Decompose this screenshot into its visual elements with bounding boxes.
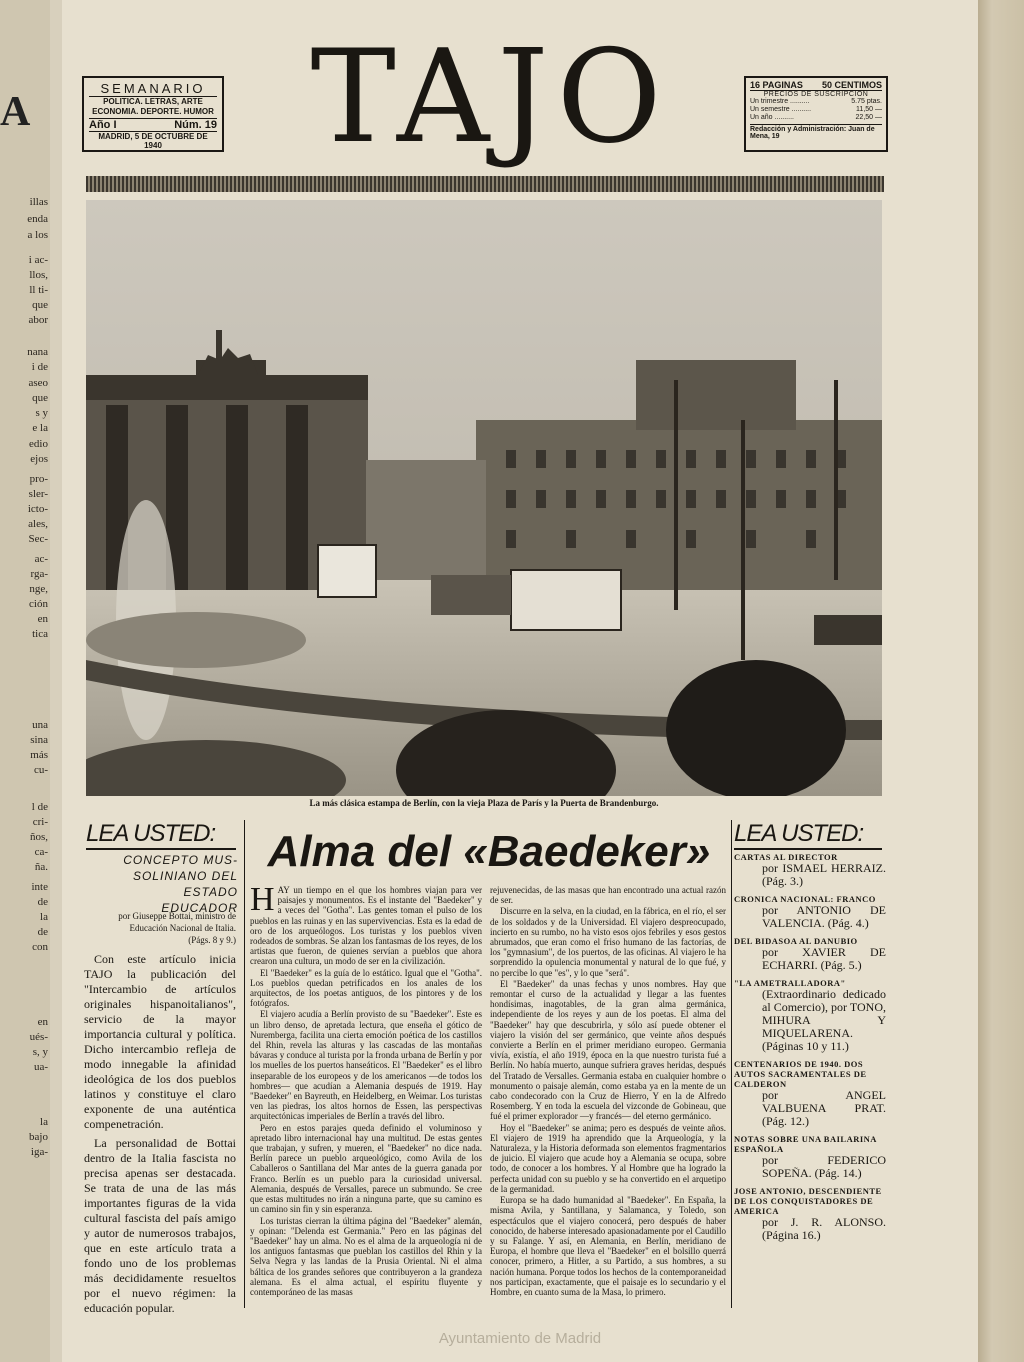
- prev-page-text-fragment: nge,: [29, 583, 48, 595]
- newspaper-title: TAJO: [310, 23, 670, 172]
- lea-usted-heading-left: LEA USTED:: [86, 820, 216, 847]
- heading-underline-right: [734, 848, 882, 850]
- column-rule: [731, 820, 732, 1308]
- contents-byline: por J. R. ALONSO. (Página 16.): [762, 1215, 886, 1242]
- prev-page-text-fragment: e la: [32, 422, 48, 434]
- article-column-1: [250, 881, 482, 1298]
- subscription-price: 5.75 ptas.: [851, 98, 882, 105]
- lea-usted-heading-right: LEA USTED:: [734, 820, 864, 847]
- contents-section: JOSE ANTONIO, DESCENDIENTE DE LOS CONQUISTADORES DE AMERICA: [734, 1186, 882, 1216]
- decorative-stripe: [86, 176, 884, 192]
- price-header: [750, 80, 882, 91]
- prev-page-text-fragment: i ac-: [28, 254, 48, 266]
- archive-watermark: Ayuntamiento de Madrid: [438, 1330, 602, 1347]
- article-paragraph: Pero en estos parajes queda definido el voluminoso y apretado libro internacional hay una multitud. De estas gentes que trabajan, y sufren, y mueren, el "Baedeker" no dice nada. Berlín parece un pueblo arqueológico, como Avila de los Caballeros o Santillana del Mar antes de la guerra ganada por Franco. Berlín es un pueblo para la curiosidad universal. Alemania, después de Versalles, parece un submundo. Se cree que estas multitudes no irán a ninguna parte, que su camino es un camino sin fin y sin esperanza.: [250, 1122, 482, 1215]
- contents-byline: (Extraordinario dedicado al Comercio), por TONO, MIHURA Y MIQUELARENA. (Páginas 10 y 11.): [762, 987, 886, 1053]
- prev-page-text-fragment: tica: [32, 628, 48, 640]
- prev-page-text-fragment: illas: [29, 196, 48, 208]
- prev-page-text-fragment: ños,: [29, 831, 48, 843]
- prev-page-text-fragment: s y: [35, 407, 48, 419]
- left-paragraph: La personalidad de Bottai dentro de la Italia fascista no precisa apenas ser destacada. Se trata de una de las más importantes figuras de la vida cultural fascista del país amigo y autor de numerosos trabajos, que en este artículo trata a fondo uno de los problemas más decididamente resueltos por el nuevo régimen: la educación popular.: [84, 1136, 236, 1315]
- prev-page-text-fragment: cu-: [33, 764, 48, 776]
- subscription-row: [750, 106, 882, 114]
- issue-date: MADRID, 5 DE OCTUBRE DE 1940: [89, 131, 217, 150]
- prev-page-text-fragment: una: [32, 719, 48, 731]
- contents-item: [734, 936, 886, 972]
- contents-byline: por ANGEL VALBUENA PRAT. (Pág. 12.): [762, 1088, 886, 1128]
- topics-line-2: ECONOMIA. DEPORTE. HUMOR: [92, 107, 214, 116]
- cover-price: 50 CENTIMOS: [821, 80, 882, 90]
- prev-page-text-fragment: i de: [31, 361, 48, 373]
- subscription-row: [750, 98, 882, 106]
- prev-page-text-fragment: cri-: [32, 816, 48, 828]
- prev-page-text-fragment: que: [32, 392, 48, 404]
- prev-page-text-fragment: a los: [27, 229, 48, 241]
- prev-page-text-fragment: sler-: [28, 488, 48, 500]
- prev-page-text-fragment: en: [37, 1016, 48, 1028]
- article-paragraph: Hoy el "Baedeker" se anima; pero es después de veinte años. El viajero de 1919 ha aprendido que la Arqueología, y la Naturaleza, y la Historia deformada son elementos fragmentarios de juicio. El viajero que acude hoy a Alemania se ocupa, sobre todo, de conocer a los hombres. Y al Hombre que ha logrado la perfecta unidad con su pueblo y se ha convertido en el arquetipo de la germanidad.: [490, 1122, 726, 1194]
- prev-page-text-fragment: nana: [27, 346, 48, 358]
- masthead-info-box: [82, 76, 224, 152]
- subscription-title: PRECIOS DE SUSCRIPCION: [763, 91, 869, 98]
- article-paragraph: Discurre en la selva, en la ciudad, en la fábrica, en el río, el ser de los soldados y de la Universidad. El viajero despreocupado, incierto en su rumbo, no ha visto esos ojos febriles y esos gestos abrumados, que eran como el friso humano de las factorías, de los "gymnasium", de los puertos, de las oficinas. Al viajero le ha sorprendido la opulencia monumental y natural de lo que fué, y no percibe lo que "es", y lo que "será".: [490, 906, 726, 978]
- issue-year: Año I: [89, 119, 117, 131]
- article-paragraph: rejuvenecidas, de las masas que han encontrado una actual razón de ser.: [490, 885, 726, 906]
- prev-page-text-fragment: llos,: [29, 269, 48, 281]
- issue-number: Núm. 19: [174, 119, 217, 131]
- prev-page-text-fragment: inte: [31, 881, 48, 893]
- price-box: [744, 76, 888, 152]
- contents-byline: por ISMAEL HERRAIZ. (Pág. 3.): [762, 861, 886, 888]
- prev-page-text-fragment: bajo: [29, 1131, 48, 1143]
- subscription-row: [750, 114, 882, 122]
- prev-page-text-fragment: la: [40, 911, 48, 923]
- subscription-period: Un año ..........: [750, 114, 794, 121]
- prev-page-text-fragment: s, y: [32, 1046, 48, 1058]
- contents-byline: por XAVIER DE ECHARRI. (Pág. 5.): [762, 945, 886, 972]
- prev-page-text-fragment: pro-: [29, 473, 48, 485]
- berlin-photograph: [86, 200, 882, 796]
- contents-item: [734, 1059, 886, 1128]
- article-paragraph: El "Baedeker" es la guía de lo estático. Igual que el "Gotha". Los pueblos quedan petrificados en los anales de los arquitectos, de los poetas antiguos, de los pintores y de los fotógrafos.: [250, 967, 482, 1009]
- heading-underline-left: [86, 848, 236, 850]
- prev-page-text-fragment: la: [40, 1116, 48, 1128]
- prev-page-text-fragment: que: [32, 299, 48, 311]
- contents-section: "LA AMETRALLADORA": [734, 978, 846, 988]
- article-paragraph: El viajero acudía a Berlín provisto de su "Baedeker". Este es un libro denso, de apretada lectura, que enseña el gótico de Nuremberga, facilita una cierta emoción poética de los castillos del Rhin, revela las alturas y las cascadas de las montañas bávaras y conduce al turista por la fronda urbana de Berlín y por los muelles de los puertos hanseáticos. El "Baedeker" es el libro inseparable de los europeos y de los americanos —de todos los hombres— que acudían a Alemania después de 1919. Hay "Baedeker" en Bayreuth, en Heidelberg, en Weimar. Los turistas ven las piedras, los altos hornos de Essen, las perspectivas arquitectónicas imperiales de Berlín a través del libro.: [250, 1009, 482, 1122]
- prev-page-text-fragment: ales,: [28, 518, 48, 530]
- prev-page-text-fragment: ll ti-: [29, 284, 48, 296]
- topics-line-1: POLITICA. LETRAS, ARTE: [103, 97, 203, 106]
- article-paragraph: Los turistas cierran la última página del "Baedeker" alemán, y opinan: "Delenda est Germania." Pero en las páginas del "Baedeker" hay un alma. No es el alma de la arqueología ni de los antiguos fantasmas que pueblan los castillos del Rhin y la Selva Negra y las landas de la Prusia Oriental. Ni el alma báltica de los grandes señores que contribuyeron a la grandeza alemana. Es el alma actual, el espíritu fluyente y contemporáneo de las masas: [250, 1215, 482, 1297]
- prev-page-text-fragment: sina: [30, 734, 48, 746]
- article-paragraph: Europa se ha dado humanidad al "Baedeker". En España, la misma Avila, y Santillana, y Salamanca, y Toledo, son espectáculos que el viajero conocerá, pero después de haber conocido, de haberse interesado apasionadamente por el Caudillo y su Falange. Y así, en Alemania, en Berlín, meridiano de Europa, el hombre que lleva el "Baedeker" en el bolsillo querrá conocer, primero, a Hitler, a su Partido, a sus hombres, a su nación humana. Porque todos los hechos de la contemporaneidad nos participan, exactamente, que el paisaje es lo secundario y el Hombre, en cuanto suma de la Masa, lo primero.: [490, 1195, 726, 1297]
- prev-page-text-fragment: con: [32, 941, 48, 953]
- administration-address: Redacción y Administración: Juan de Mena, 19: [750, 124, 882, 140]
- photo-illustration: [86, 200, 882, 796]
- photo-caption: La más clásica estampa de Berlín, con la vieja Plaza de París y la Puerta de Brandenburgo.: [309, 798, 659, 808]
- contents-item: [734, 1134, 886, 1180]
- prev-page-text-fragment: ña.: [34, 861, 48, 873]
- subscription-price: 22,50 —: [855, 114, 882, 121]
- article-paragraph: AY un tiempo en el que los hombres viajan para ver paisajes y monumentos. Es el instante del "Baedeker" y a veces del "Gotha". Las gentes toman el pulso de los pueblos en las ruinas y en las supervivencias. Esta es la edad de oro de los arqueólogos. Los turistas y los pueblos viven rodeados de sombras. Se alzan los fantasmas de los reyes, de los artistas que fueron, de quienes servían a pueblos que ahora crearon una cultura, un modo de ser en la civilización.: [250, 885, 482, 967]
- contents-section: DEL BIDASOA AL DANUBIO: [734, 936, 858, 946]
- publication-kind: SEMANARIO: [89, 81, 217, 97]
- contents-section: NOTAS SOBRE UNA BAILARINA ESPAÑOLA: [734, 1134, 877, 1154]
- prev-page-text-fragment: enda: [27, 213, 48, 225]
- prev-page-letter: A: [0, 89, 31, 135]
- contents-item: [734, 894, 886, 930]
- column-rule: [244, 820, 245, 1308]
- left-column-body: [84, 952, 236, 1320]
- contents-byline: por FEDERICO SOPEÑA. (Pág. 14.): [762, 1153, 886, 1180]
- prev-page-text-fragment: l de: [31, 801, 48, 813]
- prev-page-text-fragment: rga-: [30, 568, 48, 580]
- contents-byline: por ANTONIO DE VALENCIA. (Pág. 4.): [762, 903, 886, 930]
- prev-page-text-fragment: de: [37, 896, 48, 908]
- article-paragraph: El "Baedeker" da unas fechas y unos nombres. Hay que remontar el curso de la actualidad y llegar a las fuentes hondísimas, inagotables, de la gran alma germánica, independiente de los reyes y aun de los poetas. El alma del "Baedeker" hay que descubrirla, y sólo así puede obtener el viajero la visión del ser germánico, que veinte años después convierte a Berlín en el primer meridiano europeo. Germania vivía, existía, el año 1919, época en la que nuestro turista fué a Berlín. No había muerto, aunque sufriera graves heridas, después del Tratado de Versalles. Germania estaba en cualquier hombre o monumento o paisaje alemán, como estaba ya en la mente de un cabo condecorado con la Cruz de Hierro, Y en la de Alfredo Rosemberg. Y en toda la escuela del vizconde de Gobineau, que fué el primer explorador —y francés— del eterno germánico.: [490, 978, 726, 1122]
- issue-row: [89, 118, 217, 131]
- article-column-2: [490, 885, 726, 1298]
- prev-page-text-fragment: ua-: [33, 1061, 48, 1073]
- contents-section: CRONICA NACIONAL: FRANCO: [734, 894, 876, 904]
- subscription-price: 11,50 —: [856, 106, 882, 113]
- drop-cap: H: [250, 881, 275, 918]
- left-paragraph: Con este artículo inicia TAJO la publicación del "Intercambio de artículos originales hispanoitalianos", servicio de la mayor importancia cultural y política. Dicho intercambio refleja de modo innegable la afinidad ideológica de los dos pueblos latinos y constituye el claro exponente de una auténtica compenetración.: [84, 952, 236, 1131]
- prev-page-text-fragment: ca-: [34, 846, 48, 858]
- prev-page-text-fragment: de: [37, 926, 48, 938]
- prev-page-text-fragment: aseo: [28, 377, 48, 389]
- prev-page-text-fragment: icto-: [27, 503, 48, 515]
- prev-page-text-fragment: iga-: [30, 1146, 48, 1158]
- prev-page-text-fragment: más: [30, 749, 48, 761]
- featured-article-byline: por Giuseppe Bottai, ministro de Educación Nacional de Italia. (Págs. 8 y 9.): [118, 911, 236, 945]
- page-count: 16 PAGINAS: [750, 80, 803, 90]
- subscription-period: Un semestre ..........: [750, 106, 812, 113]
- prev-page-text-fragment: ac-: [34, 553, 48, 565]
- prev-page-text-fragment: ejos: [30, 453, 48, 465]
- main-headline: Alma del «Baedeker»: [267, 827, 711, 876]
- contents-item: [734, 1186, 886, 1242]
- prev-page-text-fragment: en: [37, 613, 48, 625]
- subscription-rows: [750, 98, 882, 122]
- contents-item: [734, 852, 886, 888]
- prev-page-text-fragment: Sec-: [28, 533, 48, 545]
- contents-section: CENTENARIOS DE 1940. DOS AUTOS SACRAMENTALES DE CALDERON: [734, 1059, 867, 1089]
- prev-page-text-fragment: ción: [29, 598, 48, 610]
- prev-page-text-fragment: abor: [28, 314, 48, 326]
- prev-page-text-fragment: edio: [29, 438, 48, 450]
- contents-item: [734, 978, 886, 1053]
- contents-section: CARTAS AL DIRECTOR: [734, 852, 838, 862]
- prev-page-text-fragment: ués-: [29, 1031, 48, 1043]
- subscription-period: Un trimestre ..........: [750, 98, 810, 105]
- page-right-edge: [978, 0, 1024, 1362]
- featured-article-title: CONCEPTO MUS-SOLINIANO DEL ESTADO EDUCADOR: [123, 853, 238, 915]
- contents-list: [734, 852, 886, 1248]
